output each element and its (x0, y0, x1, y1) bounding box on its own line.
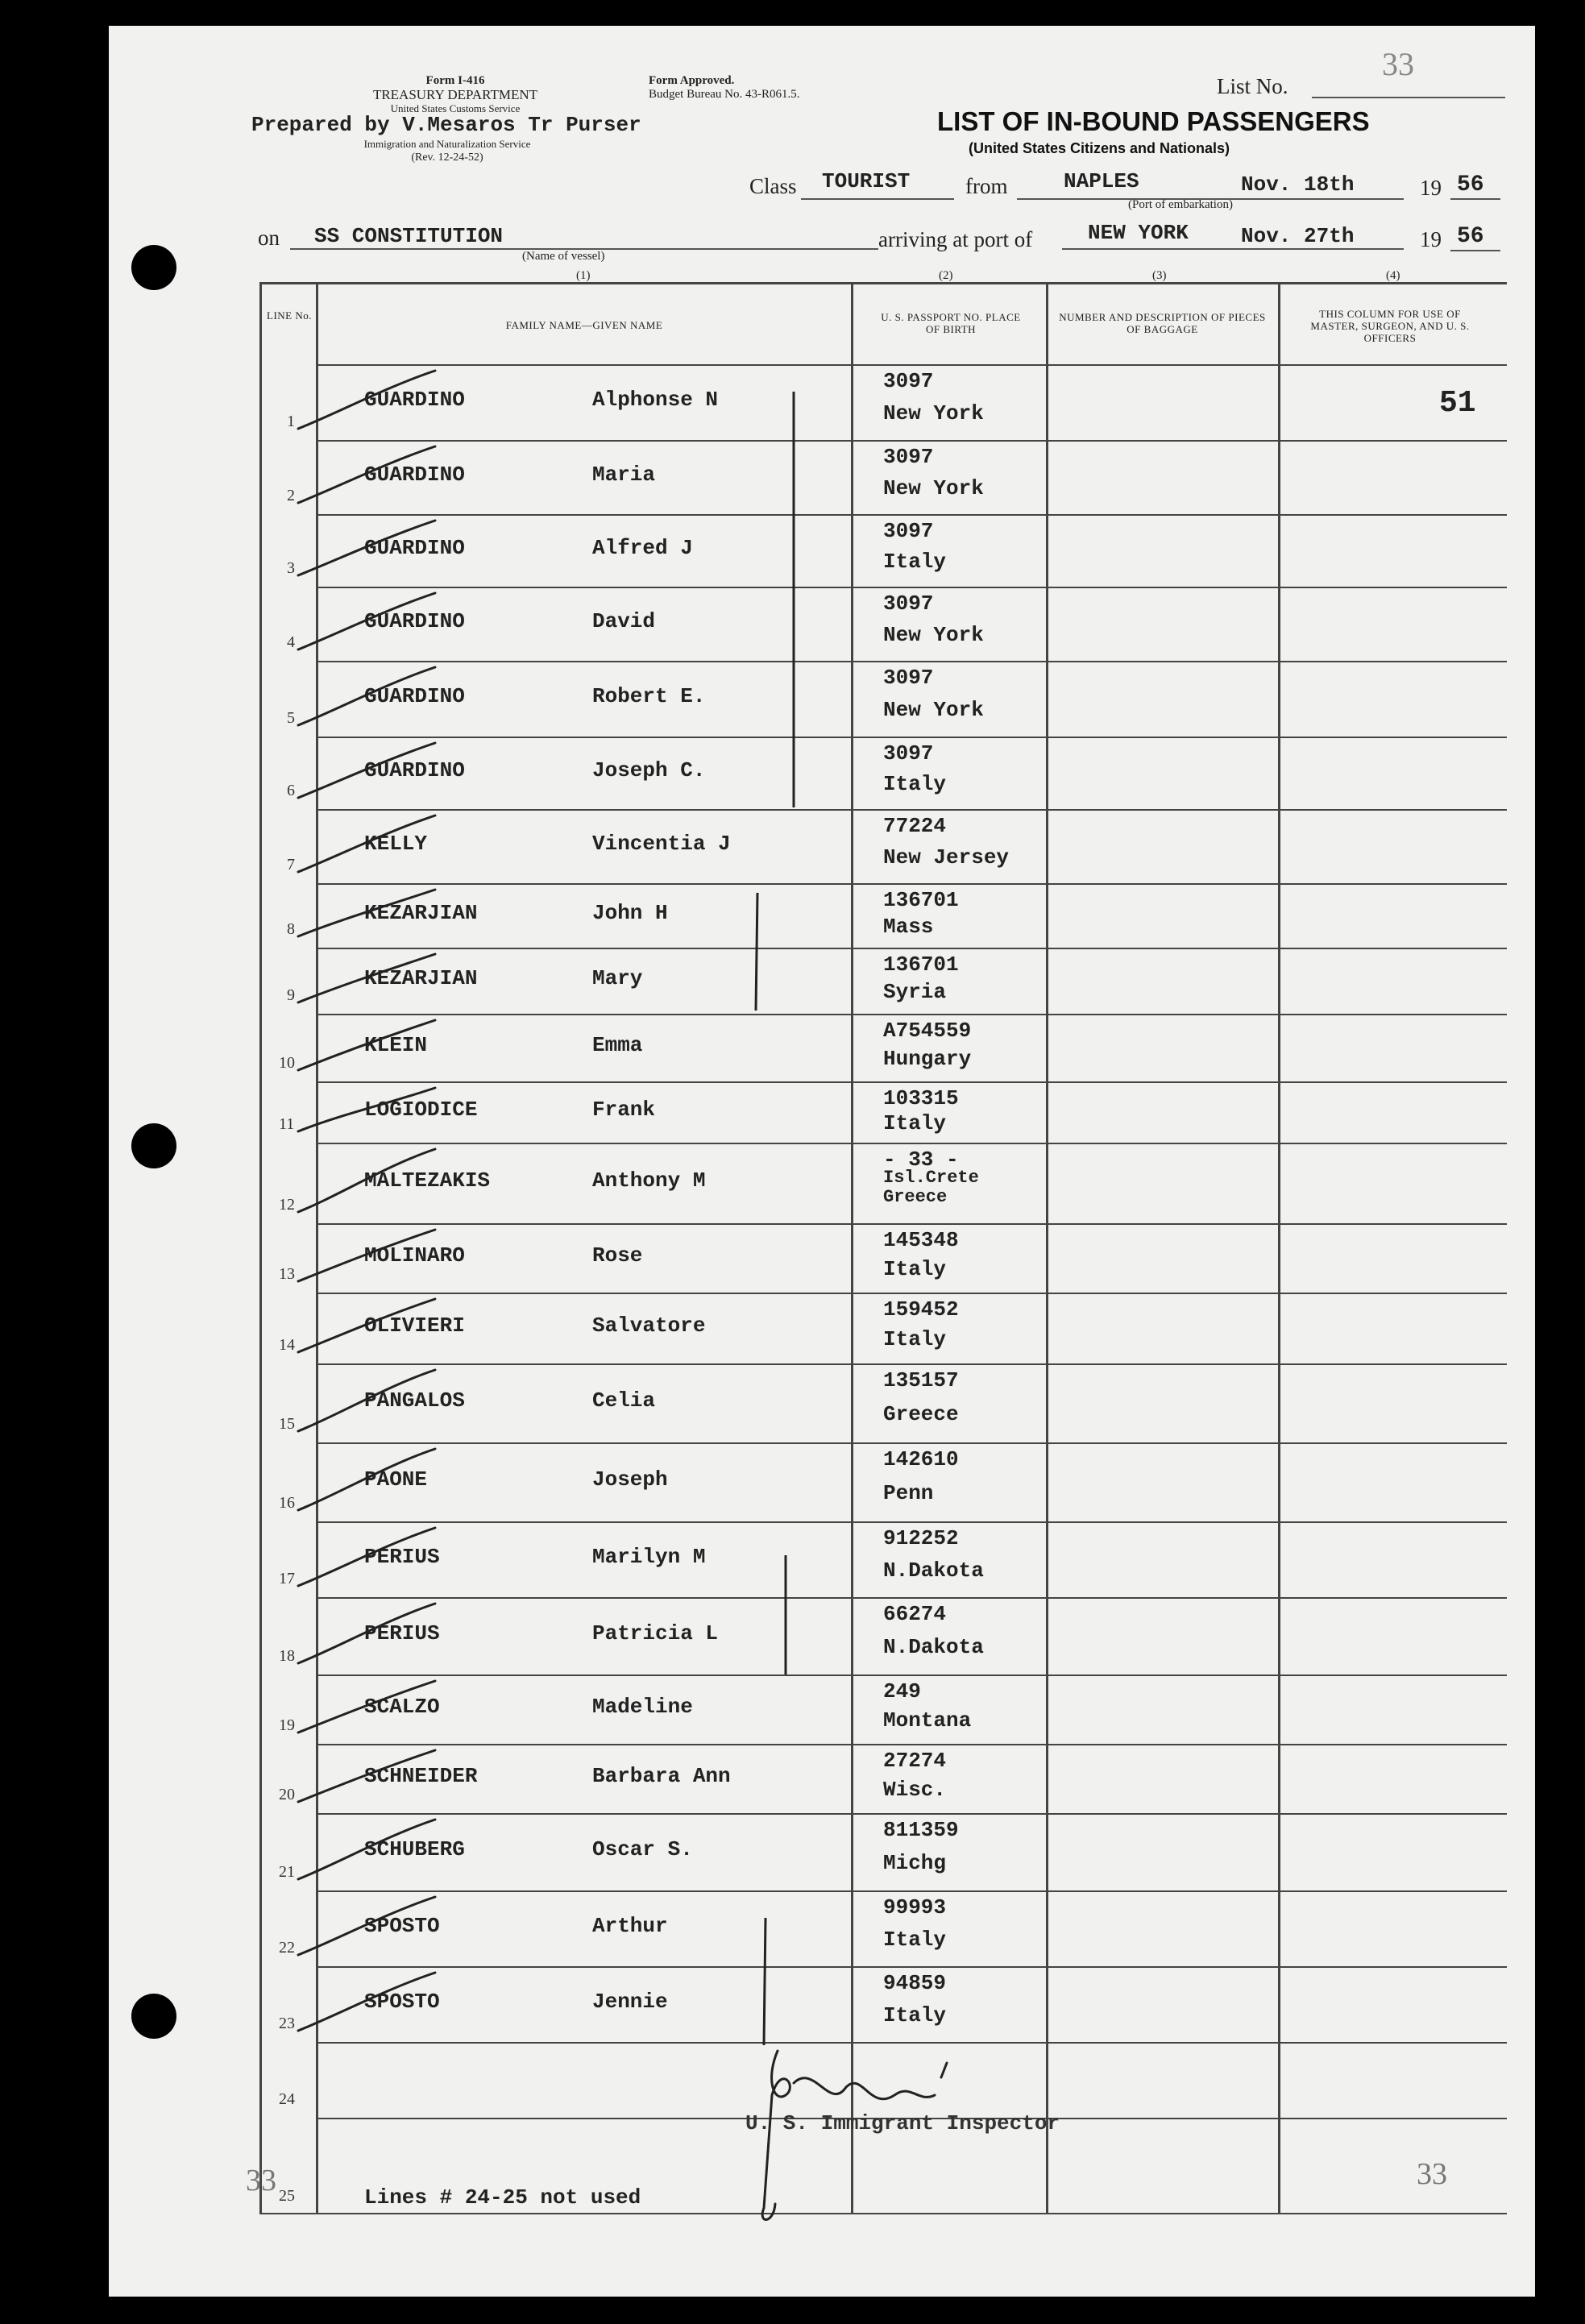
given-name: Frank (592, 1098, 656, 1122)
place-of-birth: Italy (883, 1327, 947, 1351)
line-number: 7 (287, 856, 295, 874)
given-name: John H (592, 901, 668, 925)
check-mark (298, 371, 435, 429)
form-number: Form I-416 (425, 74, 485, 87)
place-of-birth: New York (883, 623, 984, 647)
given-name: Robert E. (592, 684, 706, 708)
check-mark (298, 743, 435, 798)
inspector-signature (762, 2051, 947, 2219)
family-name: GUARDINO (364, 758, 465, 782)
line-number: 3 (287, 559, 295, 577)
passport-number: 77224 (883, 814, 947, 838)
passport-number: 3097 (883, 369, 934, 393)
line-number: 24 (279, 2090, 295, 2108)
place-of-birth: Montana (883, 1708, 972, 1733)
family-name: OLIVIERI (364, 1313, 465, 1338)
passport-number: 94859 (883, 1971, 947, 1995)
arriving-label: arriving at port of (878, 227, 1033, 251)
place-of-birth: Italy (883, 550, 947, 574)
passport-number: 3097 (883, 741, 934, 766)
line-number: 17 (279, 1570, 295, 1587)
place-of-birth: Italy (883, 1111, 947, 1135)
place-of-birth: Italy (883, 1257, 947, 1281)
check-mark (298, 1020, 435, 1070)
check-mark (298, 1750, 435, 1802)
passport-number: 136701 (883, 888, 959, 912)
form-department: TREASURY DEPARTMENT (372, 87, 538, 102)
given-name: Alfred J (592, 536, 693, 560)
check-mark (298, 1973, 435, 2031)
place-of-birth: New York (883, 698, 984, 722)
line-number: 5 (287, 709, 295, 727)
vessel-name: SS CONSTITUTION (314, 224, 504, 248)
family-name: SCHNEIDER (364, 1764, 478, 1788)
arrival-date: Nov. 27th (1241, 224, 1355, 248)
passport-number: 3097 (883, 666, 934, 690)
family-name: PERIUS (364, 1545, 440, 1569)
given-name: Anthony M (592, 1168, 706, 1193)
family-name: KLEIN (364, 1033, 428, 1057)
passport-number: 103315 (883, 1086, 959, 1110)
line-number: 6 (287, 782, 295, 799)
place-of-birth: Italy (883, 772, 947, 796)
passport-number: 159452 (883, 1297, 959, 1322)
col-num-2: (2) (939, 269, 953, 282)
check-mark (298, 667, 435, 725)
given-name: Joseph (592, 1467, 668, 1492)
check-mark (298, 1088, 435, 1131)
given-name: Emma (592, 1033, 643, 1057)
col-header-baggage: NUMBER AND DESCRIPTION OF PIECES OF BAGGAGE (1059, 311, 1266, 335)
given-name: Alphonse N (592, 388, 719, 412)
check-mark (298, 1604, 435, 1663)
line-number: 10 (279, 1054, 295, 1072)
line-number: 25 (279, 2187, 295, 2205)
year-1: 56 (1457, 172, 1484, 197)
year-2: 56 (1457, 224, 1484, 249)
given-name: Celia (592, 1388, 656, 1413)
given-name: Salvatore (592, 1313, 706, 1338)
place-of-birth: New York (883, 401, 984, 425)
line-number: 9 (287, 986, 295, 1004)
given-name: Mary (592, 966, 643, 990)
class-value: TOURIST (822, 169, 911, 193)
passport-number: 142610 (883, 1447, 959, 1471)
family-bracket-kezarjian (756, 893, 757, 1011)
check-mark (298, 1230, 435, 1281)
passport-number: 912252 (883, 1526, 959, 1550)
line-number: 23 (279, 2015, 295, 2032)
from-value: NAPLES (1064, 169, 1139, 193)
family-name: GUARDINO (364, 463, 465, 487)
prepared-by: Prepared by V.Mesaros Tr Purser (251, 113, 641, 137)
check-mark (298, 1149, 435, 1212)
vessel-label: (Name of vessel) (522, 250, 605, 263)
given-name: Joseph C. (592, 758, 706, 782)
given-name: Marilyn M (592, 1545, 706, 1569)
family-name: PANGALOS (364, 1388, 465, 1413)
family-name: SPOSTO (364, 1914, 440, 1938)
arrival-port: NEW YORK (1088, 221, 1189, 245)
place-of-birth: N.Dakota (883, 1558, 984, 1583)
from-label: from (965, 174, 1008, 198)
passport-number: 66274 (883, 1602, 947, 1626)
place-of-birth: Italy (883, 2003, 947, 2027)
line-number: 22 (279, 1939, 295, 1957)
col-header-name: FAMILY NAME—GIVEN NAME (505, 319, 663, 331)
list-no-value: 33 (1382, 46, 1414, 82)
given-name: Arthur (592, 1914, 668, 1938)
inspector-label: U. S. Immigrant Inspector (745, 2111, 1060, 2135)
family-name: GUARDINO (364, 684, 465, 708)
place-of-birth: Wisc. (883, 1778, 947, 1802)
line-number: 14 (279, 1336, 295, 1354)
class-label: Class (749, 174, 797, 198)
family-name: MALTEZAKIS (364, 1168, 491, 1193)
officer-note: 51 (1439, 386, 1476, 421)
family-name: SPOSTO (364, 1990, 440, 2014)
col-header-line: LINE No. (267, 309, 312, 322)
line-number: 2 (287, 487, 295, 504)
line-number: 18 (279, 1647, 295, 1665)
check-mark (298, 1528, 435, 1586)
place-of-birth: N.Dakota (883, 1635, 984, 1659)
check-mark (298, 1370, 435, 1431)
passport-number: 135157 (883, 1368, 959, 1392)
place-of-birth: Greece (883, 1402, 959, 1426)
check-mark (298, 954, 435, 1002)
given-name: Jennie (592, 1990, 668, 2014)
check-mark (298, 1820, 435, 1879)
line-number: 11 (279, 1115, 295, 1133)
col-num-1: (1) (576, 269, 591, 282)
family-name: MOLINARO (364, 1243, 465, 1268)
check-mark (298, 446, 435, 503)
check-mark (298, 1897, 435, 1955)
family-name: KEZARJIAN (364, 966, 478, 990)
line-number: 21 (279, 1863, 295, 1881)
form-service: United States Customs Service (390, 102, 521, 114)
given-name: David (592, 609, 656, 633)
place-of-birth: Hungary (883, 1047, 972, 1071)
family-name: SCALZO (364, 1695, 440, 1719)
passport-number: 811359 (883, 1818, 959, 1842)
document-title: LIST OF IN-BOUND PASSENGERS (937, 106, 1370, 136)
place-of-birth: New Jersey (883, 845, 1010, 869)
given-name: Patricia L (592, 1621, 719, 1645)
check-mark (298, 1449, 435, 1510)
passport-number: 99993 (883, 1895, 947, 1919)
family-name: KELLY (364, 832, 428, 856)
given-name: Rose (592, 1243, 643, 1268)
family-name: GUARDINO (364, 536, 465, 560)
check-mark (298, 593, 435, 649)
passport-number: 27274 (883, 1749, 947, 1773)
given-name: Oscar S. (592, 1837, 693, 1861)
lines-not-used-note: Lines # 24-25 not used (364, 2185, 641, 2210)
budget-bureau: Budget Bureau No. 43-R061.5. (649, 88, 800, 101)
line-number: 13 (279, 1265, 295, 1283)
document-subtitle: (United States Citizens and Nationals) (969, 140, 1230, 156)
passport-number: 249 (883, 1679, 921, 1704)
margin-number-left: 33 (246, 2164, 276, 2197)
passport-number: 3097 (883, 591, 934, 616)
passport-number: 3097 (883, 519, 934, 543)
list-no-label: List No. (1217, 74, 1288, 98)
margin-number-right: 33 (1417, 2157, 1447, 2191)
form-revision: (Rev. 12-24-52) (411, 151, 483, 164)
line-number: 20 (279, 1786, 295, 1803)
line-number: 1 (287, 413, 295, 430)
family-name: KEZARJIAN (364, 901, 478, 925)
family-name: LOGIODICE (364, 1098, 478, 1122)
line-number: 12 (279, 1196, 295, 1214)
family-name: SCHUBERG (364, 1837, 465, 1861)
family-name: PERIUS (364, 1621, 440, 1645)
year-prefix-2: 19 (1420, 227, 1442, 251)
place-of-birth: Penn (883, 1481, 934, 1505)
family-bracket-sposto (764, 1918, 766, 2045)
family-name: GUARDINO (364, 388, 465, 412)
place-of-birth: Isl.Crete Greece (883, 1168, 979, 1207)
passport-number: - 33 - (883, 1147, 959, 1172)
line-number: 15 (279, 1415, 295, 1433)
place-of-birth: Italy (883, 1928, 947, 1952)
passport-number: A754559 (883, 1019, 972, 1043)
passport-number: 145348 (883, 1228, 959, 1252)
check-mark (298, 1681, 435, 1733)
given-name: Barbara Ann (592, 1764, 731, 1788)
form-approved: Form Approved. (649, 74, 735, 87)
passport-number: 136701 (883, 952, 959, 977)
given-name: Maria (592, 463, 656, 487)
place-of-birth: Syria (883, 980, 947, 1004)
port-embark-label: (Port of embarkation) (1128, 198, 1233, 211)
col-header-officers: THIS COLUMN FOR USE OF MASTER, SURGEON, AND U. S. OFFICERS (1310, 308, 1470, 344)
family-name: GUARDINO (364, 609, 465, 633)
line-number: 16 (279, 1494, 295, 1512)
family-name: PAONE (364, 1467, 428, 1492)
check-mark (298, 1299, 435, 1352)
place-of-birth: Mass (883, 915, 934, 939)
given-name: Vincentia J (592, 832, 731, 856)
col-header-passport: U. S. PASSPORT NO. PLACE OF BIRTH (881, 311, 1021, 335)
place-of-birth: New York (883, 476, 984, 500)
given-name: Madeline (592, 1695, 693, 1719)
year-prefix-1: 19 (1420, 176, 1442, 200)
embark-date: Nov. 18th (1241, 172, 1355, 197)
line-number: 4 (287, 633, 295, 651)
col-num-3: (3) (1152, 269, 1167, 282)
line-number: 8 (287, 920, 295, 938)
on-label: on (258, 226, 280, 250)
col-num-4: (4) (1386, 269, 1400, 282)
check-mark (298, 521, 435, 575)
passport-number: 3097 (883, 445, 934, 469)
check-mark (298, 815, 435, 872)
check-mark (298, 890, 435, 936)
place-of-birth: Michg (883, 1851, 947, 1875)
form-service-2: Immigration and Naturalization Service (363, 138, 531, 150)
line-number: 19 (279, 1716, 295, 1734)
